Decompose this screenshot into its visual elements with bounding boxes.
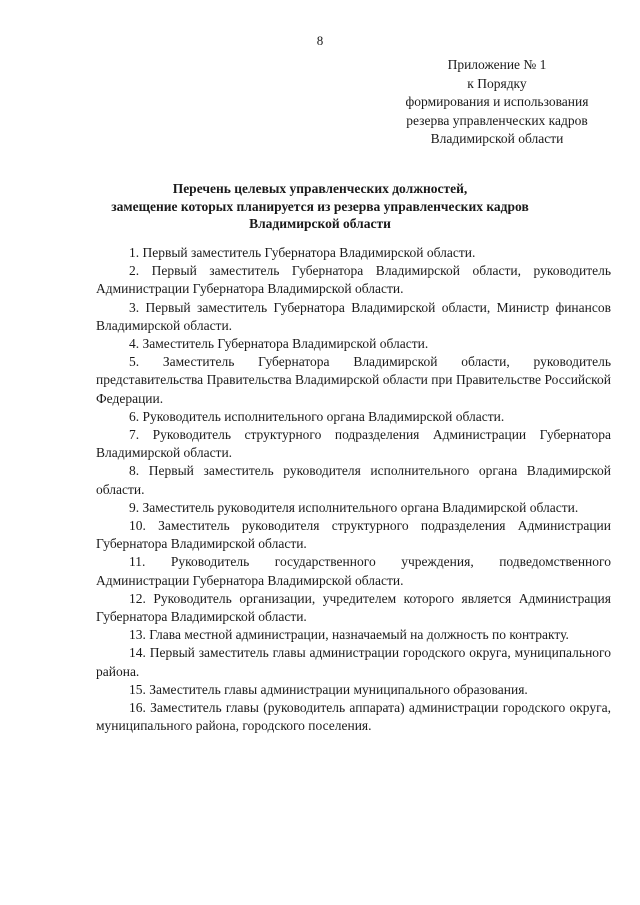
list-item: 1. Первый заместитель Губернатора Владимирской области. [129,245,476,260]
list-item: 5. Заместитель Губернатора Владимирской области, руководитель представительства Правительства Владимирской области при Правительстве Российской Федерации. [96,354,611,406]
list-item: 10. Заместитель руководителя структурного подразделения Администрации Губернатора Владимирской области. [96,518,611,552]
list-item: 15. Заместитель главы администрации муниципального образования. [129,681,528,697]
appendix-line: Владимирской области [430,131,564,146]
list-item: 7. Руководитель структурного подразделения Администрации Губернатора Владимирской области. [96,427,611,461]
page-number: 8 [316,33,324,48]
list-item: 12. Руководитель организации, учредителем которого является Администрация Губернатора Владимирской области. [96,590,611,625]
list-item: 9. Заместитель руководителя исполнительного органа Владимирской области. [129,499,579,515]
appendix-line: формирования и использования [405,94,589,109]
list-item: 4. Заместитель Губернатора Владимирской области. [129,336,429,352]
document-title [95,180,545,233]
list-item: 11. Руководитель государственного учреждения, подведомственного Администрации Губернатора Владимирской области. [96,554,611,588]
title-line: Владимирской области [249,216,391,231]
list-item: 6. Руководитель исполнительного органа Владимирской области. [129,408,505,424]
appendix-line: к Порядку [467,75,527,91]
list-item: 14. Первый заместитель главы администрации городского округа, муниципального района. [96,645,611,679]
list-item: 3. Первый заместитель Губернатора Владимирской области, Министр финансов Владимирской области. [96,299,611,333]
title-line: Перечень целевых управленческих должностей, [172,181,468,196]
appendix-line: резерва управленческих кадров [406,112,588,128]
list-item: 2. Первый заместитель Губернатора Владимирской области, руководитель Администрации Губернатора Владимирской области. [96,263,611,297]
appendix-header [372,56,622,149]
list-item: 13. Глава местной администрации, назначаемый на должность по контракту. [129,627,569,643]
positions-list [96,244,611,735]
title-line: замещение которых планируется из резерва управленческих кадров [111,198,529,214]
list-item: 8. Первый заместитель руководителя исполнительного органа Владимирской области. [96,463,611,497]
appendix-line: Приложение № 1 [447,57,547,72]
list-item: 16. Заместитель главы (руководитель аппарата) администрации городского округа, муниципального района, городского поселения. [96,700,611,734]
